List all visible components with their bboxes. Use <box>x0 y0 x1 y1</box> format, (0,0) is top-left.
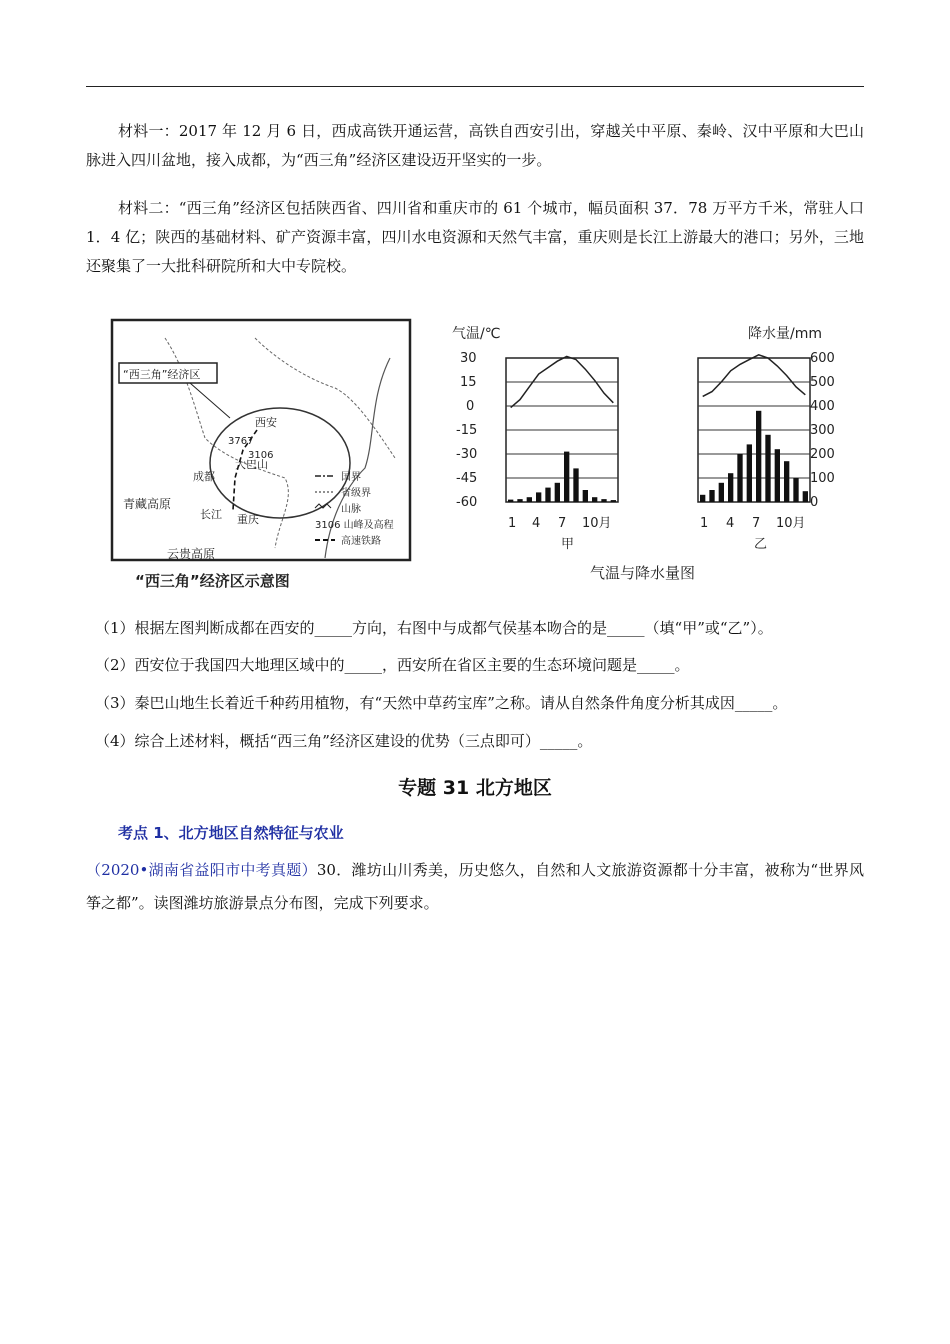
legend-item: 山脉 <box>341 504 361 515</box>
precip-bar <box>793 478 798 502</box>
precip-bar <box>784 461 789 502</box>
svg-text:100: 100 <box>810 471 835 486</box>
precipitation-ticks <box>810 351 835 510</box>
precip-bar <box>709 490 714 502</box>
precip-bar <box>601 499 606 502</box>
svg-text:4: 4 <box>726 516 735 531</box>
svg-text:600: 600 <box>810 351 835 366</box>
svg-text:10月: 10月 <box>776 516 806 531</box>
material-one: 材料一：2017 年 12 月 6 日，西成高铁开通运营，高铁自西安引出，穿越关中平原、秦岭、汉中平原和大巴山脉进入四川盆地，接入成都，为“西三角”经济区建设迈开坚实的一步。 <box>86 122 864 169</box>
precip-bar <box>592 497 597 502</box>
question-1: （1）根据左图判断成都在西安的_____方向，右图中与成都气侯基本吻合的是_____（填“甲”或“乙”）。 <box>95 619 773 637</box>
precip-bar <box>508 500 513 502</box>
question-source: （2020•湖南省益阳市中考真题） <box>86 861 317 879</box>
question-4: （4）综合上述材料，概括“西三角”经济区建设的优势（三点即可）_____。 <box>95 732 593 750</box>
svg-text:-45: -45 <box>456 471 478 486</box>
legend-item: 省级界 <box>341 488 371 499</box>
month-ticks-yi <box>700 516 806 531</box>
precip-bar <box>545 488 550 502</box>
precip-bar <box>728 473 733 502</box>
precip-bar <box>564 452 569 502</box>
precipitation-axis-label: 降水量/mm <box>748 326 822 342</box>
precip-bar <box>747 444 752 502</box>
svg-text:400: 400 <box>810 399 835 414</box>
map-legend <box>315 471 394 547</box>
climate-chart-yi <box>698 355 810 502</box>
svg-text:15: 15 <box>460 375 477 390</box>
precip-bar <box>583 490 588 502</box>
precip-bar <box>775 449 780 502</box>
kaodian-heading: 考点 1、北方地区自然特征与农业 <box>118 824 344 842</box>
question-30-text: 30．潍坊山川秀美，历史悠久，自然和人文旅游资源都十分丰富，被称为“世界风筝之都”。读图潍坊旅游景点分布图，完成下列要求。 <box>86 861 864 912</box>
svg-text:10月: 10月 <box>582 516 612 531</box>
precip-bar <box>573 468 578 502</box>
question-3: （3）秦巴山地生长着近千种药用植物，有“天然中草药宝库”之称。请从自然条件角度分析其成因_____。 <box>95 694 788 712</box>
callout-label: “西三角”经济区 <box>123 368 201 381</box>
svg-text:300: 300 <box>810 423 835 438</box>
temperature-axis-label: 气温/℃ <box>452 326 501 342</box>
mountain-dabashan: 大巴山 <box>235 458 268 471</box>
climate-chart-jia <box>506 356 618 502</box>
province-border <box>255 338 395 458</box>
city-xian: 西安 <box>255 416 277 429</box>
legend-item: 3106 山峰及高程 <box>315 520 394 531</box>
climate-caption: 气温与降水量图 <box>590 564 696 582</box>
svg-text:0: 0 <box>466 399 475 414</box>
svg-text:7: 7 <box>558 516 567 531</box>
section-title: 专题 31 北方地区 <box>398 777 552 799</box>
peak-elevation: 3106 <box>248 450 274 461</box>
economic-zone-circle <box>210 408 350 518</box>
city-chongqing: 重庆 <box>237 513 259 526</box>
region-label: 青藏高原 <box>123 497 172 511</box>
map-figure <box>105 318 425 598</box>
header-rule <box>86 86 864 87</box>
temperature-line <box>703 355 806 397</box>
svg-text:1: 1 <box>700 516 709 531</box>
precip-bar <box>611 500 616 502</box>
temperature-ticks <box>456 351 477 510</box>
svg-text:200: 200 <box>810 447 835 462</box>
svg-text:-15: -15 <box>456 423 478 438</box>
legend-item: 高速铁路 <box>341 536 381 547</box>
precip-bar <box>803 491 808 502</box>
chart-name-yi: 乙 <box>754 537 768 552</box>
precip-bar <box>517 499 522 502</box>
svg-text:500: 500 <box>810 375 835 390</box>
svg-text:0: 0 <box>810 495 819 510</box>
question-30 <box>86 854 864 920</box>
svg-text:-30: -30 <box>456 447 478 462</box>
svg-text:4: 4 <box>532 516 541 531</box>
month-ticks-jia <box>508 516 612 531</box>
question-2: （2）西安位于我国四大地理区域中的_____，西安所在省区主要的生态环境问题是_____。 <box>95 656 690 674</box>
precip-bar <box>719 483 724 502</box>
river-label: 长江 <box>200 508 222 521</box>
region-label: 云贵高原 <box>167 547 216 561</box>
city-chengdu: 成都 <box>193 470 215 483</box>
chart-name-jia: 甲 <box>561 537 575 552</box>
precip-bar <box>527 497 532 502</box>
precip-bar <box>700 495 705 502</box>
svg-text:7: 7 <box>752 516 761 531</box>
svg-text:1: 1 <box>508 516 517 531</box>
legend-item: 国界 <box>341 472 361 483</box>
map-caption: “西三角”经济区示意图 <box>135 572 290 590</box>
peak-elevation: 3767 <box>228 436 254 447</box>
material-two: 材料二：“西三角”经济区包括陕西省、四川省和重庆市的 61 个城市，幅员面积 37．78 万平方千米，常驻人口 1．4 亿；陕西的基础材料、矿产资源丰富，四川水电资源和天然气丰富，重庆则是长江上游最大的港口；另外，三地还聚集了一大批科研院所和大中专院校。 <box>86 199 864 275</box>
precip-bar <box>765 435 770 502</box>
precip-bar <box>536 492 541 502</box>
climate-charts <box>450 322 850 584</box>
precip-bar <box>555 483 560 502</box>
precip-bar <box>737 454 742 502</box>
svg-text:30: 30 <box>460 351 477 366</box>
svg-text:-60: -60 <box>456 495 478 510</box>
precip-bar <box>756 411 761 502</box>
